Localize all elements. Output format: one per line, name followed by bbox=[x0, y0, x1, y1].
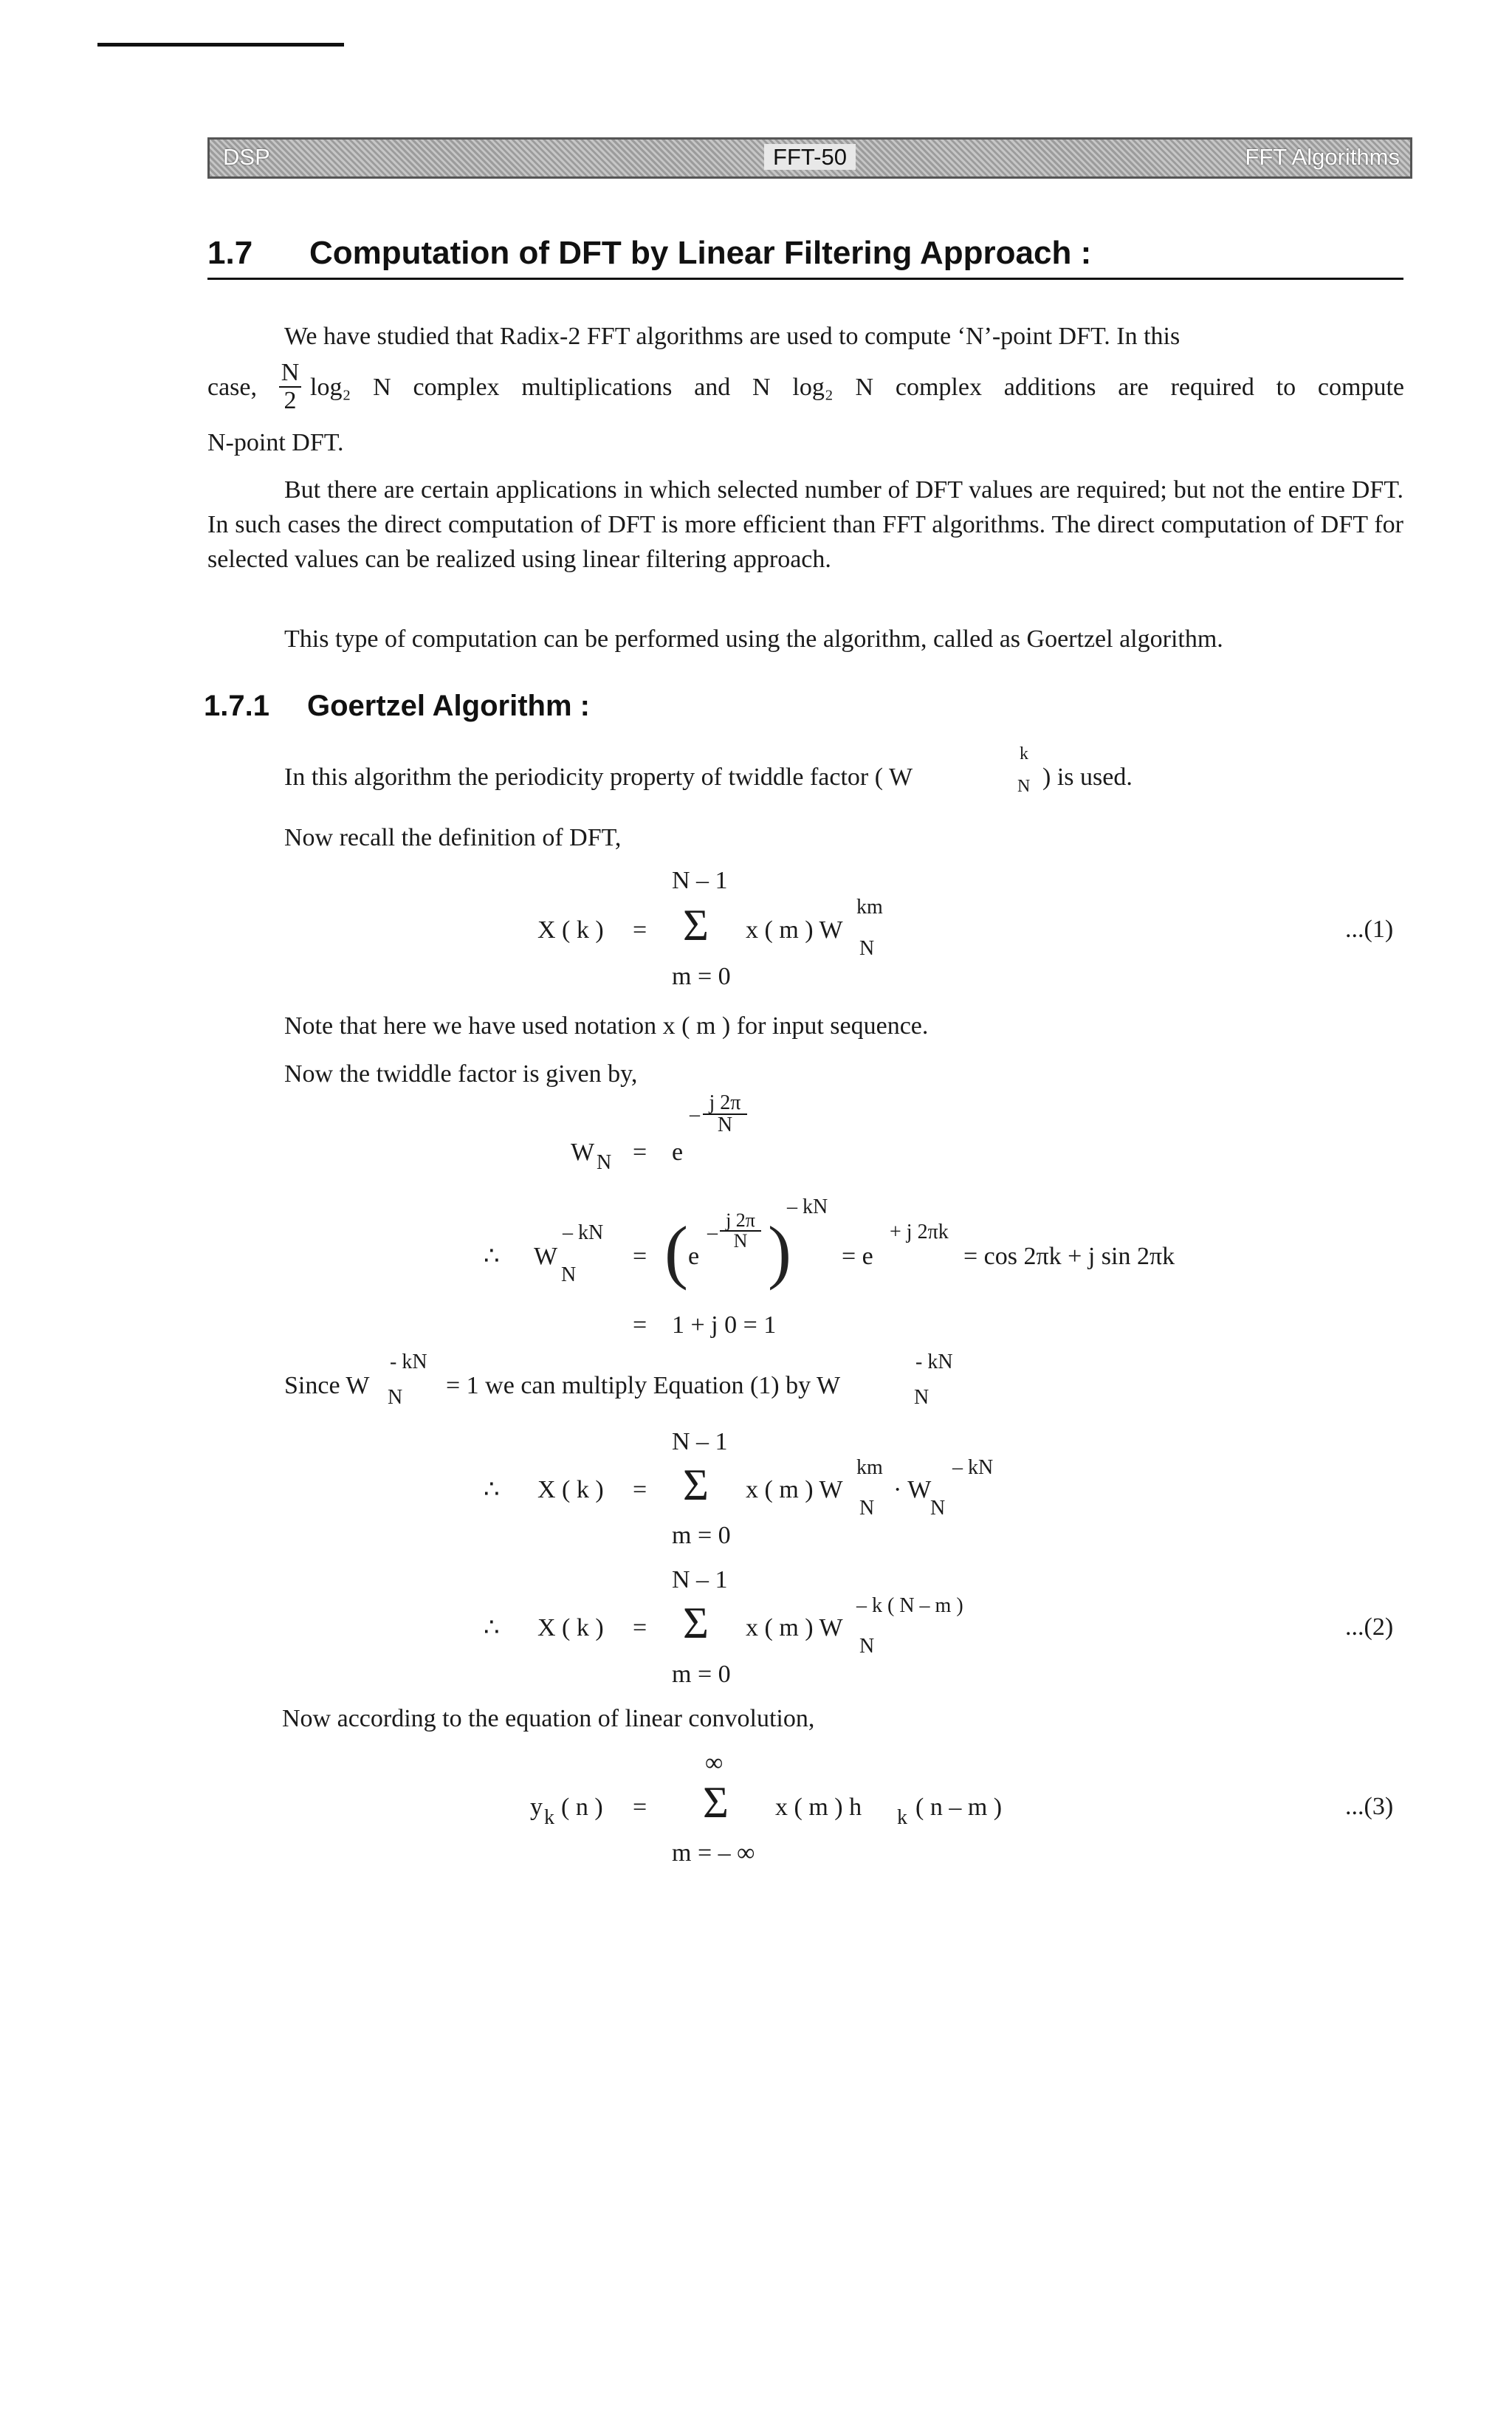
eq2-lhs: X ( k ) bbox=[537, 1614, 604, 1641]
eq1-number: ...(1) bbox=[1345, 916, 1394, 943]
subsection-number: 1.7.1 bbox=[204, 690, 269, 722]
paragraph-3: This type of computation can be performed using the algorithm, called as Goertzel algorithm. bbox=[284, 625, 1223, 653]
eq1-equals: = bbox=[633, 916, 647, 944]
convolution-intro: Now according to the equation of linear convolution, bbox=[282, 1705, 815, 1732]
since-sub2: N bbox=[914, 1386, 929, 1409]
paragraph-1b-case: case, bbox=[207, 374, 258, 401]
eq3-sigma: Σ bbox=[703, 1778, 729, 1827]
eq3-body-rest: ( n – m ) bbox=[915, 1794, 1003, 1821]
eq1b-sigma: Σ bbox=[683, 1461, 709, 1509]
paragraph-1b-rest: log₂ N complex multiplications and N log₂ N complex additions are required to compute bbox=[310, 374, 1404, 401]
eq1-sup: km bbox=[856, 896, 883, 919]
eq1b-equals: = bbox=[633, 1476, 647, 1503]
eq2-therefore: ∴ bbox=[484, 1614, 500, 1641]
eq3-upper: ∞ bbox=[705, 1749, 724, 1777]
paragraph-1c: N-point DFT. bbox=[207, 429, 344, 456]
eq1b-lower: m = 0 bbox=[672, 1522, 731, 1549]
fraction-n-over-2: $\frac{N}{2}$ bbox=[279, 360, 301, 414]
tw-lhs: W bbox=[571, 1139, 595, 1166]
tw2-mid-sup: + j 2πk bbox=[890, 1221, 949, 1243]
eq3-equals: = bbox=[633, 1794, 647, 1821]
eq2-equals: = bbox=[633, 1614, 647, 1641]
eq2-upper: N – 1 bbox=[672, 1566, 728, 1593]
eq1-sigma: Σ bbox=[683, 901, 709, 950]
section-title: Computation of DFT by Linear Filtering Approach : bbox=[309, 235, 1092, 271]
subsection-heading bbox=[204, 690, 590, 723]
eq1-lhs: X ( k ) bbox=[537, 916, 604, 944]
eq1-sub: N bbox=[859, 937, 875, 960]
tw-equals: = bbox=[633, 1139, 647, 1166]
eq3-lhs-sub: k bbox=[544, 1806, 554, 1829]
tw2-open-paren: ( bbox=[664, 1212, 688, 1291]
eq3-lhs-rest: ( n ) bbox=[561, 1794, 603, 1821]
tw-base: e bbox=[672, 1139, 684, 1166]
tw2-rhs: = cos 2πk + j sin 2πk bbox=[963, 1243, 1175, 1270]
eq1b-upper: N – 1 bbox=[672, 1428, 728, 1455]
eq2-sigma: Σ bbox=[683, 1599, 709, 1647]
tw-exp-sign: – bbox=[690, 1103, 700, 1126]
eq2-sub: N bbox=[859, 1635, 875, 1658]
header-right: FFT Algorithms bbox=[1245, 144, 1400, 170]
tw2-inner-sign: – bbox=[707, 1221, 718, 1244]
note-text: Note that here we have used notation x ( m ) for input sequence. bbox=[284, 1012, 929, 1040]
eq1b-sup: km bbox=[856, 1456, 883, 1479]
recall-text: Now recall the definition of DFT, bbox=[284, 824, 622, 851]
tw3-rhs: 1 + j 0 = 1 bbox=[672, 1311, 777, 1339]
tw2-close-paren: ) bbox=[768, 1212, 791, 1291]
eq1-lower: m = 0 bbox=[672, 963, 731, 990]
tw3-equals: = bbox=[633, 1311, 647, 1339]
since-b: = 1 we can multiply Equation (1) by W bbox=[446, 1372, 841, 1399]
tw-exp-frac: $\frac{j 2\pi}{N}$ bbox=[703, 1093, 747, 1136]
paragraph-1a: We have studied that Radix-2 FFT algorithms are used to compute ‘N’-point DFT. In this bbox=[284, 323, 1181, 350]
goertzel-intro-a: In this algorithm the periodicity property of twiddle factor ( W bbox=[284, 763, 913, 791]
tw2-lhs-sub: N bbox=[561, 1263, 577, 1286]
paragraph-2: But there are certain applications in which selected number of DFT values are required; but not the entire DFT. In such cases the direct computation of DFT is more efficient than FFT algorithms. The direct computation of DFT for selected values can be realized using linear filtering approach. bbox=[207, 476, 1403, 573]
tw2-lhs: W bbox=[534, 1243, 558, 1270]
eq2-number: ...(2) bbox=[1345, 1613, 1394, 1641]
subsection-title: Goertzel Algorithm : bbox=[307, 690, 590, 722]
eq3-lhs: y bbox=[530, 1794, 543, 1821]
header-center bbox=[210, 144, 1410, 171]
section-number: 1.7 bbox=[207, 235, 253, 271]
eq3-body-sub: k bbox=[897, 1806, 907, 1829]
eq3-number: ...(3) bbox=[1345, 1793, 1394, 1820]
eq2-lower: m = 0 bbox=[672, 1661, 731, 1688]
eq1b-body: x ( m ) W bbox=[746, 1476, 843, 1503]
since-sup2: - kN bbox=[915, 1351, 953, 1373]
eq1b-sub: N bbox=[859, 1497, 875, 1520]
eq3-body: x ( m ) h bbox=[775, 1794, 862, 1821]
since-sub: N bbox=[388, 1386, 403, 1409]
tw2-inner-frac: $\frac{j 2\pi}{N}$ bbox=[720, 1211, 761, 1251]
tw2-equals: = bbox=[633, 1243, 647, 1270]
goertzel-intro-sup: k bbox=[1020, 744, 1028, 763]
eq2-body: x ( m ) W bbox=[746, 1614, 843, 1641]
tw2-inner-base: e bbox=[688, 1243, 700, 1270]
page-header bbox=[207, 137, 1412, 179]
section-heading bbox=[207, 235, 1403, 280]
top-rule bbox=[97, 43, 344, 47]
tw2-therefore: ∴ bbox=[484, 1243, 500, 1270]
page-number: FFT-50 bbox=[764, 144, 856, 170]
tw2-lhs-sup: – kN bbox=[563, 1221, 604, 1244]
eq1-body: x ( m ) W bbox=[746, 916, 843, 944]
eq1b-therefore: ∴ bbox=[484, 1476, 500, 1503]
since-sup: - kN bbox=[390, 1351, 427, 1373]
tw2-outer-sup: – kN bbox=[787, 1195, 828, 1218]
since-a: Since W bbox=[284, 1372, 370, 1399]
goertzel-intro-sub: N bbox=[1017, 777, 1031, 796]
eq2-sup: – k ( N – m ) bbox=[856, 1594, 963, 1617]
twiddle-intro: Now the twiddle factor is given by, bbox=[284, 1060, 638, 1088]
eq1b-sup2: – kN bbox=[952, 1456, 994, 1479]
eq1-upper: N – 1 bbox=[672, 867, 728, 894]
eq3-lower: m = – ∞ bbox=[672, 1839, 755, 1867]
eq1b-lhs: X ( k ) bbox=[537, 1476, 604, 1503]
eq1b-sub2: N bbox=[930, 1497, 946, 1520]
tw2-mid: = e bbox=[842, 1243, 873, 1270]
eq1b-dot: · W bbox=[893, 1476, 932, 1503]
tw-lhs-sub: N bbox=[597, 1151, 612, 1174]
goertzel-intro-b: ) is used. bbox=[1042, 763, 1133, 791]
header-left: DSP bbox=[223, 144, 270, 170]
